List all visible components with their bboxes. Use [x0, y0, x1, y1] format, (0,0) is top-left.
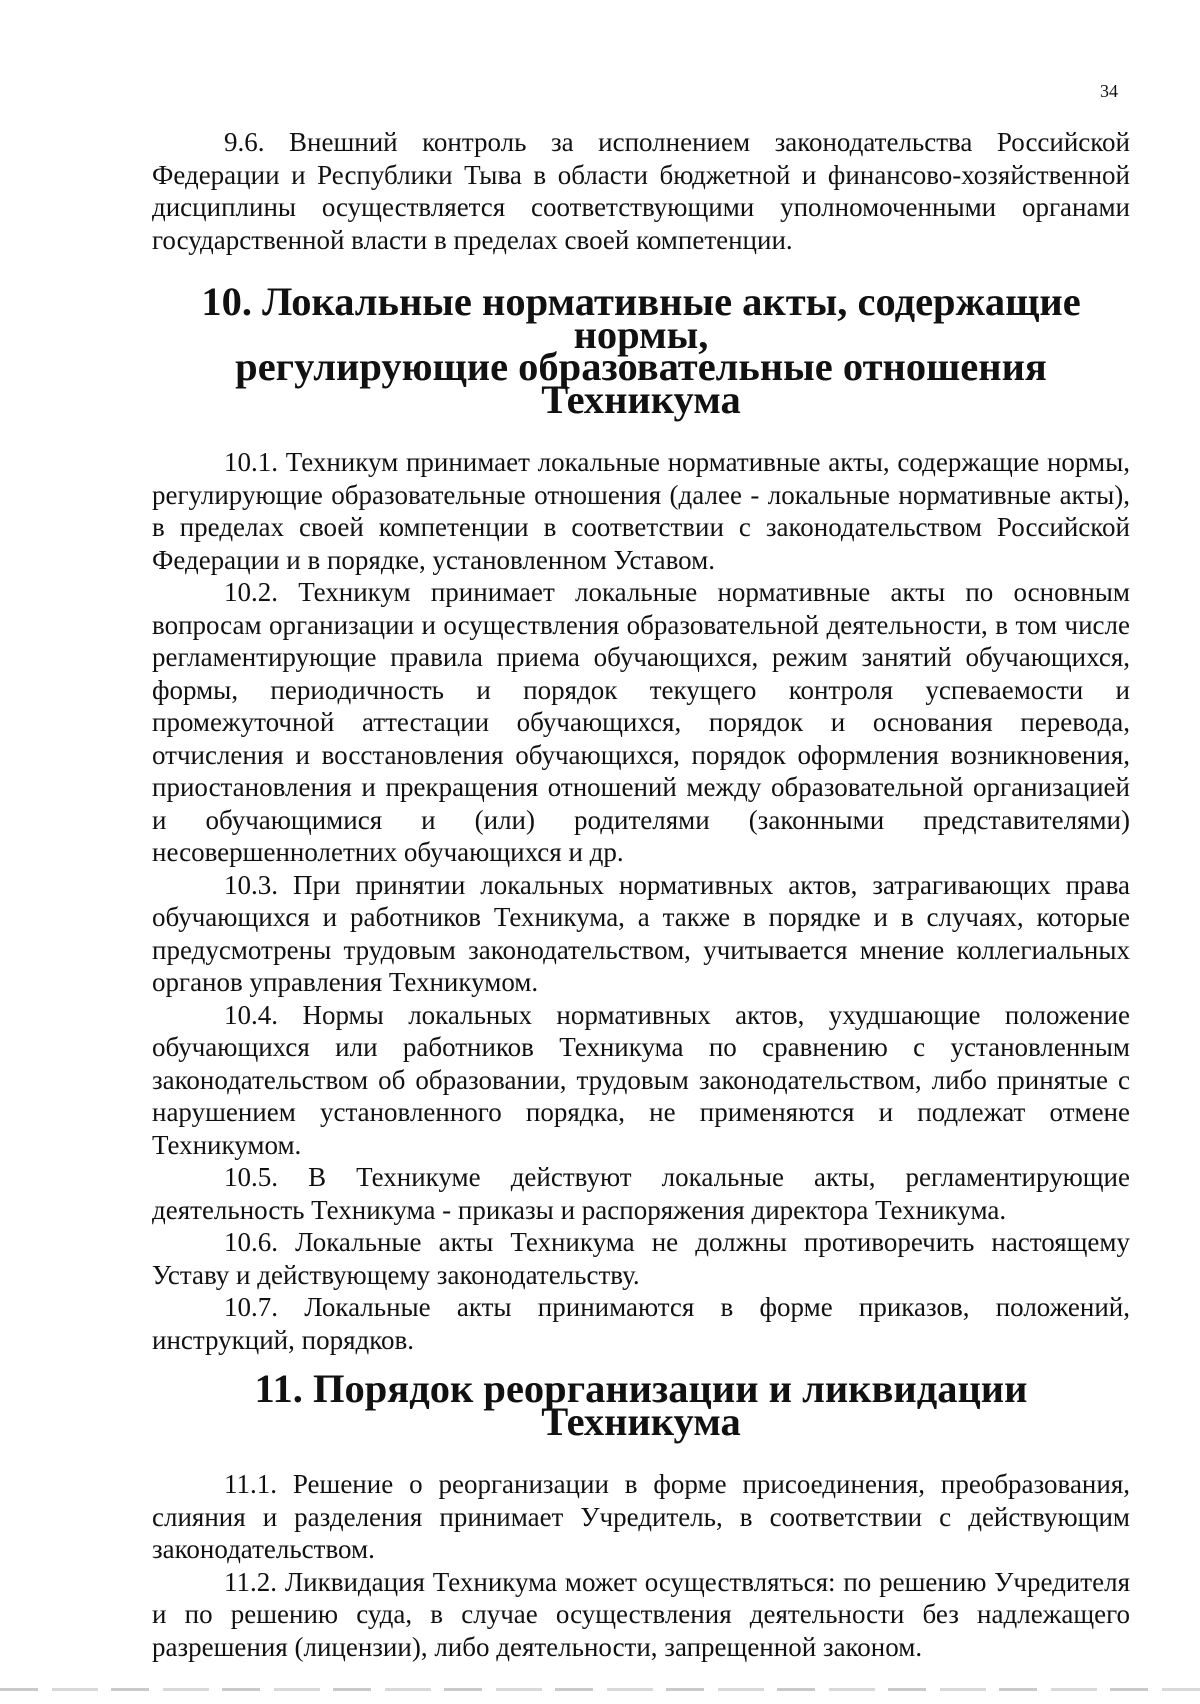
paragraph-9-6: 9.6. Внешний контроль за исполнением законодательства Российской Федерации и Республики Тыва в области бюджетной и финансово-хозяйственной дисциплины осуществляется соответствующими уполномоченными органами государственной власти в пределах своей компетенции. [152, 127, 1130, 255]
scan-edge-artifact [0, 1688, 1200, 1691]
section-10-heading-line-2: регулирующие образовательные отношения Техникума [235, 344, 1047, 422]
paragraph-10-7: 10.7. Локальные акты принимаются в форме приказов, положений, инструкций, порядков. [152, 1292, 1130, 1355]
paragraph-10-3: 10.3. При принятии локальных нормативных актов, затрагивающих права обучающихся и работников Техникума, а также в порядке и в случаях, которые предусмотрены трудовым законодательством, учитывается мнение коллегиальных органов управления Техникумом. [152, 869, 1130, 997]
section-11-heading: 11. Порядок реорганизации и ликвидации Техникума [254, 1366, 1028, 1444]
paragraph-10-4: 10.4. Нормы локальных нормативных актов, ухудшающие положение обучающихся или работников Техникума по сравнению с установленным законодательством об образовании, трудовым законодательством, либо принятые с нарушением установленного порядка, не применяются и подлежат отмене Техникумом. [152, 999, 1130, 1160]
paragraph-10-6: 10.6. Локальные акты Техникума не должны противоречить настоящему Уставу и действующему законодательству. [152, 1227, 1130, 1290]
page-number: 34 [1100, 81, 1118, 101]
paragraph-10-5: 10.5. В Техникуме действуют локальные акты, регламентирующие деятельность Техникума - приказы и распоряжения директора Техникума. [152, 1162, 1130, 1225]
paragraph-10-2: 10.2. Техникум принимает локальные нормативные акты по основным вопросам организации и осуществления образовательной деятельности, в том числе регламентирующие правила приема обучающихся, режим занятий обучающихся, формы, периодичность и порядок текущего контроля успеваемости и промежуточной аттестации обучающихся, порядок и основания перевода, отчисления и восстановления обучающихся, порядок оформления возникновения, приостановления и прекращения отношений между образовательной организацией и обучающимися и (или) родителями (законными представителями) несовершеннолетних обучающихся и др. [152, 577, 1130, 867]
paragraph-10-1: 10.1. Техникум принимает локальные нормативные акты, содержащие нормы, регулирующие образовательные отношения (далее - локальные нормативные акты), в пределах своей компетенции в соответствии с законодательством Российской Федерации и в порядке, установленном Уставом. [152, 447, 1130, 575]
paragraph-11-1: 11.1. Решение о реорганизации в форме присоединения, преобразования, слияния и разделения принимает Учредитель, в соответствии с действующим законодательством. [152, 1469, 1130, 1564]
document-content [152, 126, 1130, 1663]
section-10-heading [152, 279, 1130, 422]
section-10-heading-line-1: 10. Локальные нормативные акты, содержащие нормы, [201, 279, 1081, 357]
paragraph-11-2: 11.2. Ликвидация Техникума может осуществляться: по решению Учредителя и по решению суда, в случае осуществления деятельности без надлежащего разрешения (лицензии), либо деятельности, запрещенной законом. [152, 1566, 1130, 1662]
